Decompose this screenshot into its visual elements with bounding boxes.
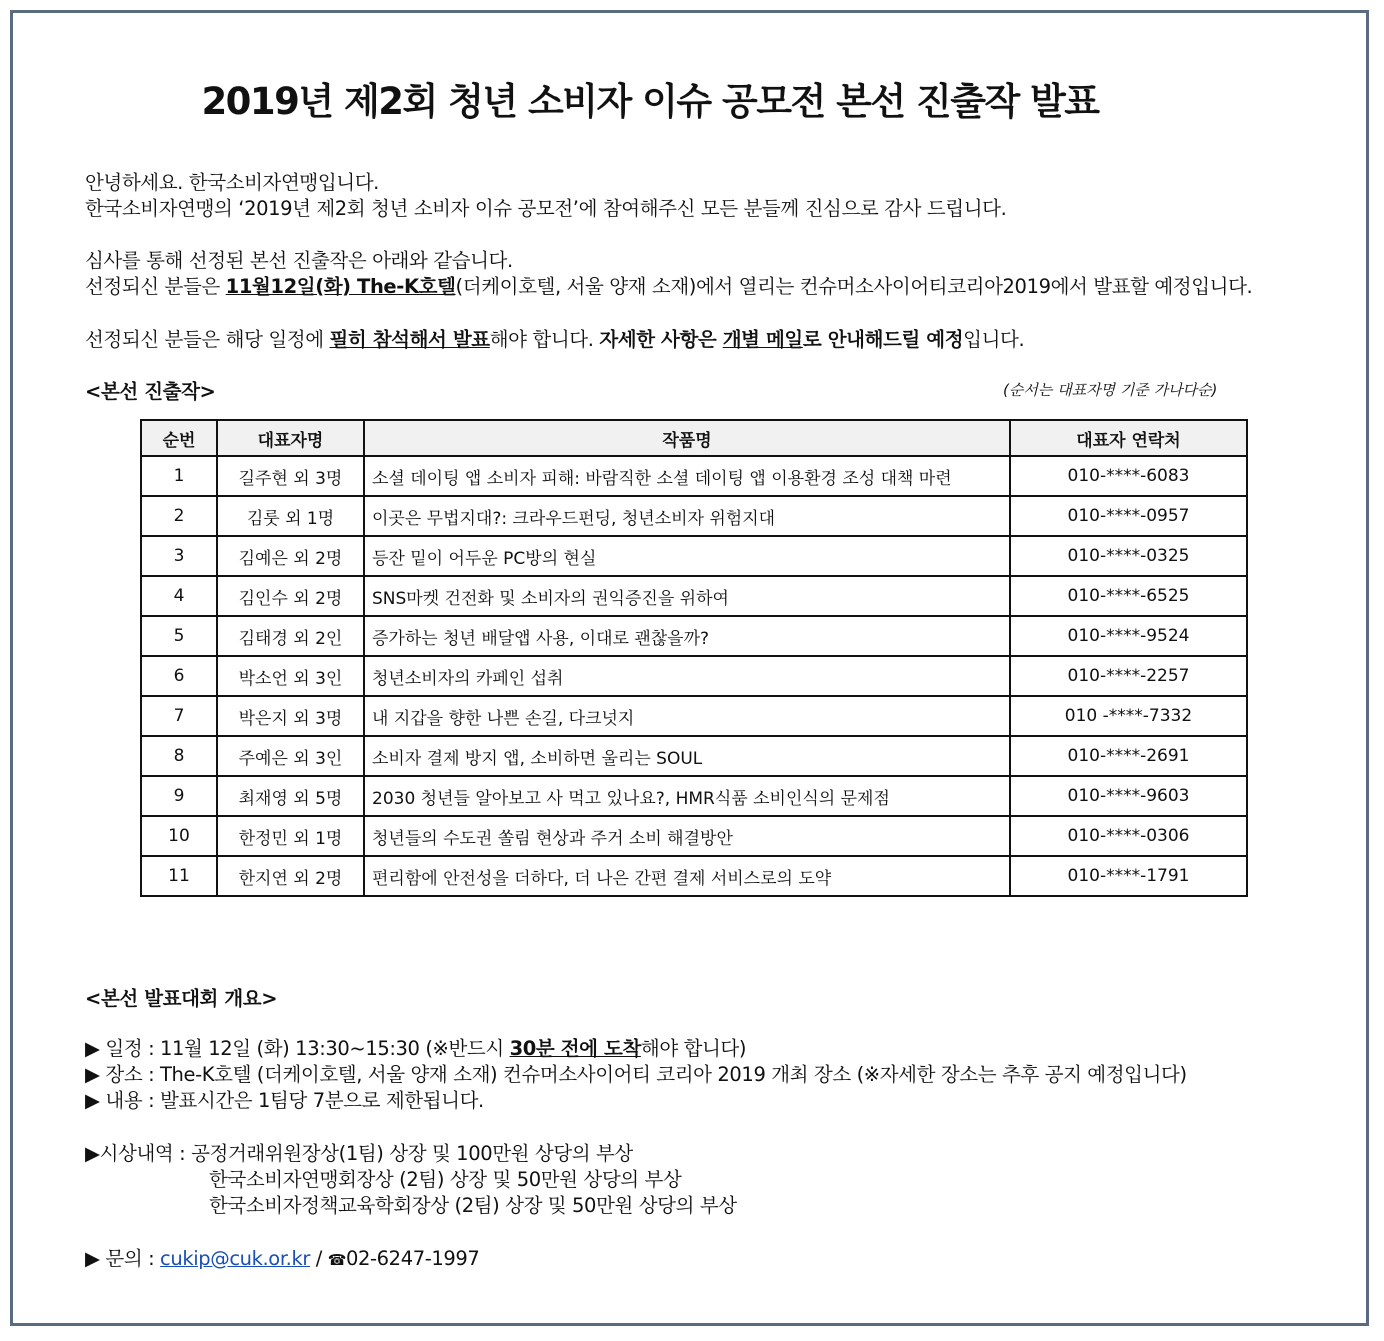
table-row [141, 576, 1247, 616]
cell-contact: 010-****-0325 [1010, 536, 1247, 576]
table-row [141, 536, 1247, 576]
cell-contact: 010-****-1791 [1010, 856, 1247, 896]
cell-number: 9 [141, 776, 217, 816]
col-header-number: 순번 [141, 420, 217, 456]
overview-contact [85, 1243, 479, 1271]
cell-title: 청년들의 수도권 쏠림 현상과 주거 소비 해결방안 [364, 816, 1010, 856]
intro-greeting: 안녕하세요. 한국소비자연맹입니다. [85, 171, 379, 194]
page-title: 2019년 제2회 청년 소비자 이슈 공모전 본선 진출작 발표 [201, 80, 1099, 123]
attendance-guide: 로 안내해드릴 예정 [802, 328, 964, 351]
event-text-post: (더케이호텔, 서울 양재 소재)에서 열리는 컨슈머소사이어티코리아2019에서 발표할 예정입니다. [455, 275, 1253, 298]
attendance-mid: 해야 합니다. [489, 328, 600, 351]
overview-content: ▶ 내용 : 발표시간은 1팀당 7분으로 제한됩니다. [85, 1089, 484, 1112]
finalists-heading: <본선 진출작> [85, 380, 216, 403]
awards-label: ▶시상내역 : [85, 1142, 192, 1165]
attendance-email: 개별 메일 [722, 328, 803, 351]
cell-number: 10 [141, 816, 217, 856]
cell-number: 4 [141, 576, 217, 616]
table-row [141, 616, 1247, 656]
intro-attendance [85, 324, 1024, 352]
cell-title: 소비자 결제 방지 앱, 소비하면 울리는 SOUL [364, 736, 1010, 776]
intro-selection: 심사를 통해 선정된 본선 진출작은 아래와 같습니다. [85, 249, 513, 272]
cell-contact: 010-****-6083 [1010, 456, 1247, 496]
cell-representative: 한지연 외 2명 [217, 856, 364, 896]
schedule-post: 해야 합니다) [640, 1037, 747, 1060]
attendance-post: 입니다. [963, 328, 1025, 351]
cell-title: 내 지갑을 향한 나쁜 손길, 다크넛지 [364, 696, 1010, 736]
document-frame [10, 10, 1369, 1326]
cell-number: 2 [141, 496, 217, 536]
cell-representative: 김태경 외 2인 [217, 616, 364, 656]
table-row [141, 496, 1247, 536]
col-header-title: 작품명 [364, 420, 1010, 456]
cell-number: 3 [141, 536, 217, 576]
cell-representative: 박소언 외 3인 [217, 656, 364, 696]
col-header-contact: 대표자 연락처 [1010, 420, 1247, 456]
contact-email-link[interactable]: cukip@cuk.or.kr [160, 1247, 310, 1270]
table-row [141, 736, 1247, 776]
cell-title: 편리함에 안전성을 더하다, 더 나은 간편 결제 서비스로의 도약 [364, 856, 1010, 896]
contact-phone: 02-6247-1997 [346, 1247, 480, 1270]
cell-title: 증가하는 청년 배달앱 사용, 이대로 괜찮을까? [364, 616, 1010, 656]
overview-place: ▶ 장소 : The-K호텔 (더케이호텔, 서울 양재 소재) 컨슈머소사이어티 코리아 2019 개최 장소 (※자세한 장소는 추후 공지 예정입니다) [85, 1063, 1187, 1086]
award-1: 공정거래위원장상(1팀) 상장 및 100만원 상당의 부상 [191, 1142, 633, 1165]
overview-schedule [85, 1033, 746, 1061]
attendance-pre: 선정되신 분들은 해당 일정에 [85, 328, 330, 351]
table-row [141, 656, 1247, 696]
cell-title: 소셜 데이팅 앱 소비자 피해: 바람직한 소셜 데이팅 앱 이용환경 조성 대책 마련 [364, 456, 1010, 496]
cell-title: 이곳은 무법지대?: 크라우드펀딩, 청년소비자 위험지대 [364, 496, 1010, 536]
cell-contact: 010 -****-7332 [1010, 696, 1247, 736]
cell-representative: 주예은 외 3인 [217, 736, 364, 776]
contact-label: ▶ 문의 : [85, 1247, 161, 1270]
phone-icon: ☎ [327, 1251, 347, 1269]
cell-contact: 010-****-2257 [1010, 656, 1247, 696]
attendance-required: 필히 참석해서 발표 [329, 328, 490, 351]
cell-title: 2030 청년들 알아보고 사 먹고 있나요?, HMR식품 소비인식의 문제점 [364, 776, 1010, 816]
cell-contact: 010-****-6525 [1010, 576, 1247, 616]
cell-title: SNS마켓 건전화 및 소비자의 권익증진을 위하여 [364, 576, 1010, 616]
cell-number: 7 [141, 696, 217, 736]
cell-number: 6 [141, 656, 217, 696]
intro-event-info [85, 271, 1252, 299]
cell-contact: 010-****-9603 [1010, 776, 1247, 816]
cell-number: 1 [141, 456, 217, 496]
sort-note: (순서는 대표자명 기준 가나다순) [1003, 381, 1218, 399]
cell-contact: 010-****-9524 [1010, 616, 1247, 656]
event-text-pre: 선정되신 분들은 [85, 275, 226, 298]
cell-number: 5 [141, 616, 217, 656]
cell-number: 8 [141, 736, 217, 776]
attendance-details: 자세한 사항은 [599, 328, 723, 351]
cell-representative: 길주현 외 3명 [217, 456, 364, 496]
cell-title: 등잔 밑이 어두운 PC방의 현실 [364, 536, 1010, 576]
schedule-pre: ▶ 일정 : 11월 12일 (화) 13:30~15:30 (※반드시 [85, 1037, 510, 1060]
finalists-table [140, 419, 1248, 897]
overview-awards [85, 1138, 633, 1166]
table-row [141, 456, 1247, 496]
schedule-arrival: 30분 전에 도착 [509, 1037, 641, 1060]
table-row [141, 696, 1247, 736]
overview-heading: <본선 발표대회 개요> [85, 987, 278, 1010]
cell-representative: 최재영 외 5명 [217, 776, 364, 816]
table-row [141, 856, 1247, 896]
intro-thanks: 한국소비자연맹의 ‘2019년 제2회 청년 소비자 이슈 공모전’에 참여해주신 모든 분들께 진심으로 감사 드립니다. [85, 197, 1007, 220]
contact-separator: / [309, 1247, 328, 1270]
cell-representative: 한정민 외 1명 [217, 816, 364, 856]
cell-contact: 010-****-0306 [1010, 816, 1247, 856]
cell-contact: 010-****-2691 [1010, 736, 1247, 776]
award-2: 한국소비자연맹회장상 (2팀) 상장 및 50만원 상당의 부상 [209, 1168, 682, 1191]
event-date-venue: 11월12일(화) The-K호텔 [225, 275, 456, 298]
table-row [141, 816, 1247, 856]
table-row [141, 776, 1247, 816]
cell-contact: 010-****-0957 [1010, 496, 1247, 536]
award-3: 한국소비자정책교육학회장상 (2팀) 상장 및 50만원 상당의 부상 [209, 1194, 737, 1217]
table-header-row [141, 420, 1247, 456]
cell-representative: 김인수 외 2명 [217, 576, 364, 616]
cell-representative: 김룻 외 1명 [217, 496, 364, 536]
cell-representative: 박은지 외 3명 [217, 696, 364, 736]
cell-title: 청년소비자의 카페인 섭취 [364, 656, 1010, 696]
col-header-representative: 대표자명 [217, 420, 364, 456]
cell-representative: 김예은 외 2명 [217, 536, 364, 576]
cell-number: 11 [141, 856, 217, 896]
